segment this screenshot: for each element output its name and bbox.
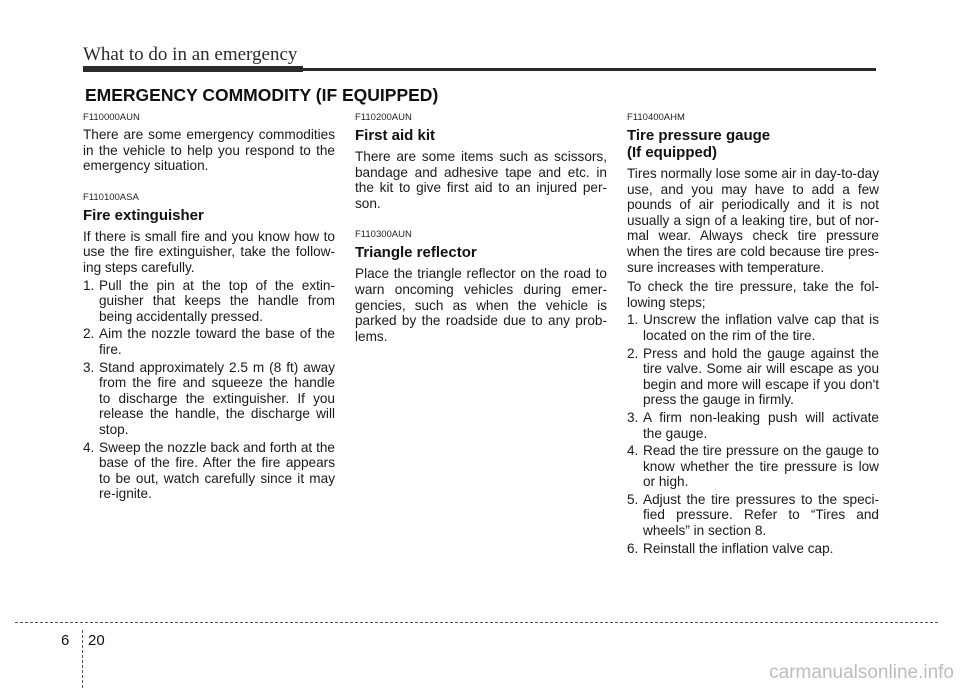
step-text: Adjust the tire pressures to the speci-fied pressure. Refer to “Tires and wheels” in section 8. — [643, 491, 879, 539]
step-number: 1. — [83, 277, 95, 293]
tire-gauge-code: F110400AHM — [627, 112, 685, 123]
footer-divider — [82, 630, 83, 688]
first-aid-heading: First aid kit — [355, 127, 436, 144]
list-item — [627, 346, 879, 408]
column-2 — [355, 112, 607, 346]
first-aid-code: F110200AUN — [355, 112, 412, 123]
step-text: Reinstall the inflation valve cap. — [643, 540, 834, 556]
list-item — [627, 541, 879, 557]
tire-gauge-heading-line1: Tire pressure gauge — [627, 127, 771, 144]
step-number: 2. — [627, 345, 639, 361]
step-text: Unscrew the inflation valve cap that is located on the rim of the tire. — [643, 312, 879, 343]
triangle-code: F110300AUN — [355, 229, 412, 241]
running-header-title: What to do in an emergency — [83, 44, 298, 65]
list-item — [627, 492, 879, 539]
chapter-number: 6 — [61, 632, 70, 649]
step-text: Stand approximately 2.5 m (8 ft) away from the fire and squeeze the handle to discharge the extinguisher. If you release the handle, the discharge will stop. — [99, 359, 335, 437]
step-number: 4. — [627, 443, 639, 459]
step-number: 6. — [627, 540, 639, 556]
step-number: 3. — [83, 359, 95, 375]
step-number: 5. — [627, 491, 639, 507]
first-aid-text: There are some items such as scissors, bandage and adhesive tape and etc. in the kit to give first aid to an injured per-son. — [355, 149, 607, 211]
list-item — [83, 278, 335, 325]
step-number: 4. — [83, 439, 95, 455]
tire-gauge-heading — [627, 127, 879, 161]
header-rule — [83, 68, 876, 71]
step-text: Aim the nozzle toward the base of the fire. — [99, 326, 335, 357]
step-text: Pull the pin at the top of the extin-guisher that keeps the handle from being accidentally pressed. — [99, 277, 335, 324]
triangle-heading: Triangle reflector — [355, 244, 477, 262]
fire-extinguisher-steps — [83, 278, 335, 502]
watermark: carmanualsonline.info — [769, 662, 954, 683]
list-item — [627, 312, 879, 343]
footer-rule — [15, 622, 938, 623]
section-title: EMERGENCY COMMODITY (IF EQUIPPED) — [85, 85, 439, 105]
step-text: A firm non-leaking push will activate the gauge. — [643, 409, 879, 441]
list-item — [627, 410, 879, 441]
list-item — [627, 443, 879, 490]
tire-gauge-heading-line2: (If equipped) — [627, 144, 717, 161]
spacer — [355, 213, 607, 229]
fire-extinguisher-code: F110100ASA — [83, 191, 139, 203]
step-number: 3. — [627, 409, 639, 425]
tire-gauge-steps — [627, 312, 879, 556]
tire-gauge-text-2: To check the tire pressure, take the fol-lowing steps; — [627, 279, 879, 310]
step-text: Sweep the nozzle back and forth at the base of the fire. After the fire appears to be out, watch carefully since it may re-ignite. — [99, 439, 335, 502]
fire-extinguisher-text: If there is small fire and you know how to use the fire extinguisher, take the follow-ing steps carefully. — [83, 228, 335, 275]
list-item — [83, 360, 335, 438]
fire-extinguisher-heading: Fire extinguisher — [83, 206, 204, 224]
list-item — [83, 326, 335, 357]
step-text: Read the tire pressure on the gauge to know whether the tire pressure is low or high. — [643, 443, 879, 490]
column-3 — [627, 112, 879, 558]
step-text: Press and hold the gauge against the tire valve. Some air will escape as you begin and more will escape if you don't press the gauge in firmly. — [643, 345, 879, 408]
page-number: 20 — [88, 632, 105, 649]
tire-gauge-text-1: Tires normally lose some air in day-to-day use, and you may have to add a few pounds of air periodically and it is not usually a sign of a leaking tire, but of nor-mal wear. Always check tire pressure when the tires are cold because tire pres-sure increases with temperature. — [627, 166, 879, 275]
step-number: 2. — [83, 326, 95, 342]
spacer — [83, 176, 335, 192]
intro-text: There are some emergency commodities in the vehicle to help you respond to the emergency situation. — [83, 127, 335, 174]
step-number: 1. — [627, 312, 639, 328]
intro-code: F110000AUN — [83, 112, 140, 123]
list-item — [83, 440, 335, 502]
column-1 — [83, 112, 335, 504]
triangle-text: Place the triangle reflector on the road to warn oncoming vehicles during emer-gencies, such as when the vehicle is parked by the roadside due to any prob-lems. — [355, 266, 607, 344]
